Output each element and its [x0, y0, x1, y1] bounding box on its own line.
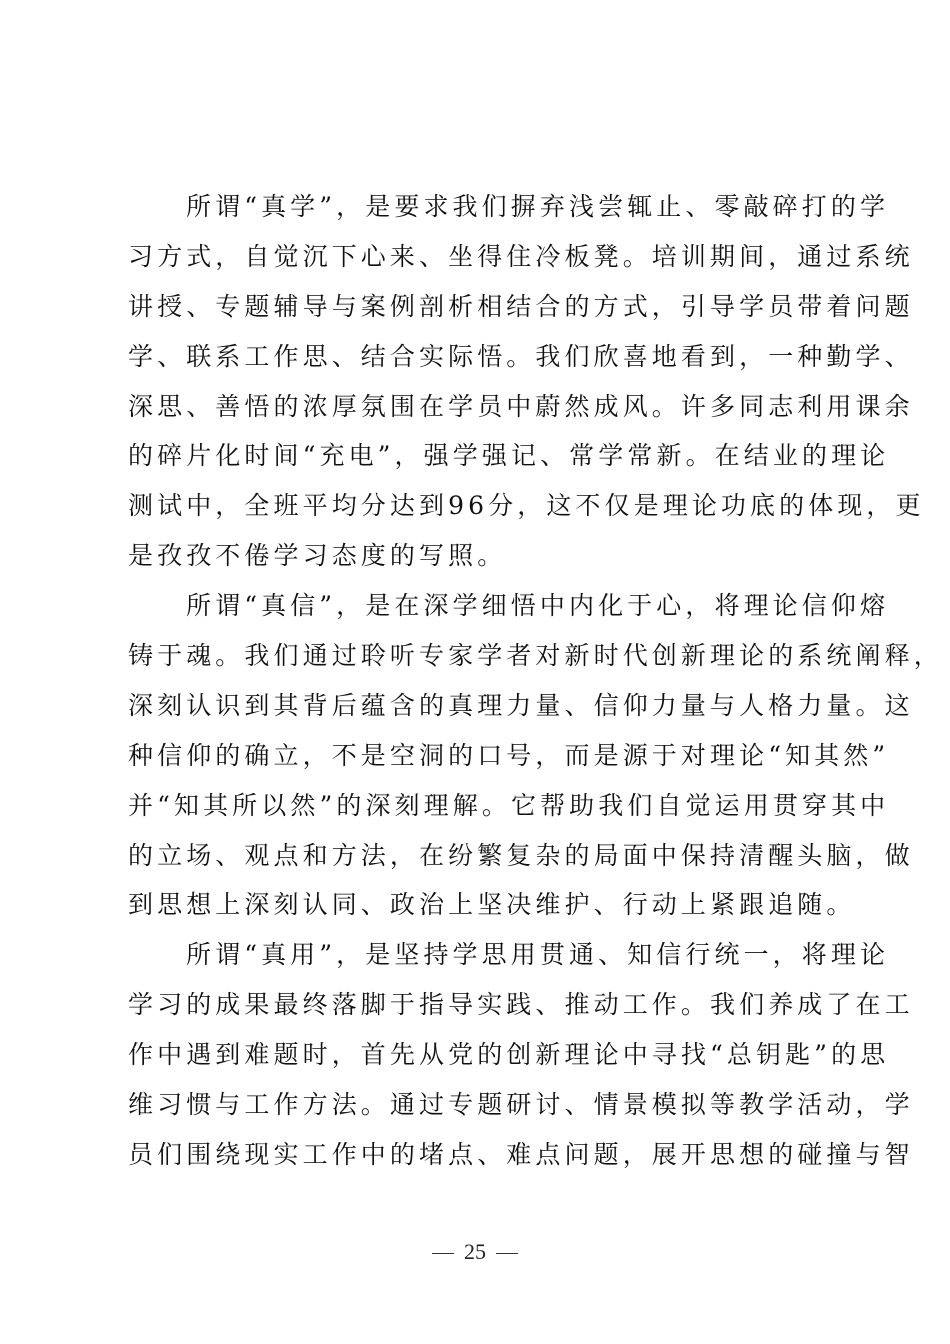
text-line: 是孜孜不倦学习态度的写照。: [128, 541, 507, 571]
page-footer: [0, 1238, 950, 1266]
text-line: 讲授、专题辅导与案例剖析相结合的方式，引导学员带着问题: [128, 291, 914, 321]
text-line: 所谓“真学”，是要求我们摒弃浅尝辄止、零敲碎打的学: [186, 192, 890, 221]
dash-left: [432, 1253, 454, 1254]
page-number: 25: [464, 1239, 486, 1264]
text-line: 铸于魂。我们通过聆听专家学者对新时代创新理论的系统阐释，: [128, 641, 943, 671]
text-line: 测试中，全班平均分达到96分，这不仅是理论功底的体现，更: [128, 491, 925, 521]
text-line: 深刻认识到其背后蕴含的真理力量、信仰力量与人格力量。这: [128, 690, 914, 720]
text-line: 所谓“真用”，是坚持学思用贯通、知信行统一，将理论: [186, 940, 890, 970]
dash-right: [496, 1253, 518, 1254]
text-line: 并“知其所以然”的深刻理解。它帮助我们自觉运用贯穿其中: [128, 790, 890, 820]
text-line: 所谓“真信”，是在深学细悟中内化于心，将理论信仰熔: [186, 591, 890, 621]
text-line: 深思、善悟的浓厚氛围在学员中蔚然成风。许多同志利用课余: [128, 391, 914, 421]
text-line: 学、联系工作思、结合实际悟。我们欣喜地看到，一种勤学、: [128, 341, 914, 371]
text-line: 学习的成果最终落脚于指导实践、推动工作。我们养成了在工: [128, 990, 914, 1020]
body-text: [128, 182, 943, 1180]
paragraph-zhenyong: [128, 930, 914, 1179]
text-line: 习方式，自觉沉下心来、坐得住冷板凳。培训期间，通过系统: [128, 241, 914, 271]
text-line: 作中遇到难题时，首先从党的创新理论中寻找“总钥匙”的思: [128, 1040, 890, 1070]
paragraph-zhenxin: [128, 581, 943, 930]
text-line: 维习惯与工作方法。通过专题研讨、情景模拟等教学活动，学: [128, 1090, 914, 1120]
text-line: 到思想上深刻认同、政治上坚决维护、行动上紧跟追随。: [128, 890, 856, 920]
text-line: 员们围绕现实工作中的堵点、难点问题，展开思想的碰撞与智: [128, 1139, 914, 1169]
text-line: 的立场、观点和方法，在纷繁复杂的局面中保持清醒头脑，做: [128, 840, 914, 870]
paragraph-zhenxue: [128, 182, 925, 581]
text-line: 的碎片化时间“充电”，强学强记、常学常新。在结业的理论: [128, 441, 890, 471]
text-line: 种信仰的确立，不是空洞的口号，而是源于对理论“知其然”: [128, 740, 890, 770]
